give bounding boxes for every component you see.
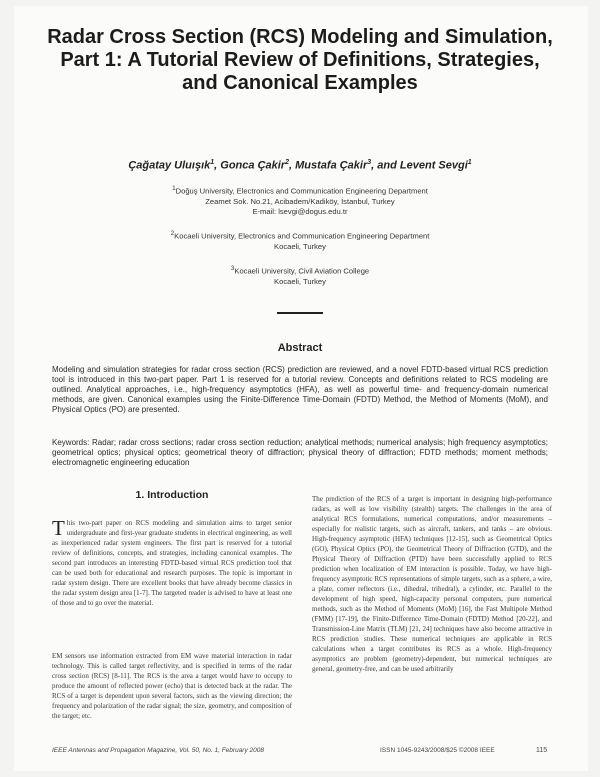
intro-right-column: The prediction of the RCS of a target is important in designing high-performance radars, as well as low visibility (stealth) targets. The challenges in the area of analytical RCS formulations, numerical computations, and/or measurements – especially for realistic targets, such as aircraft, tankers, and tanks – are obvious. High-frequency asymptotic (HFA) techniques [12-15], such as Geometrical Optics (GO), Physical Optics (PO), the Geometrical Theory of Diffraction (GTD), and the Physical Theory of Diffraction (PTD) have been successfully applied to RCS prediction when localization of EM interaction is possible. Today, we have high-frequency asymptotic RCS representations of simple targets, such as a sphere, a wire, a plate, corner reflectors (i.e., dihedral, trihedral), a cylinder, etc. Parallel to the development of high speed, high-capacity personal computers, pure numerical methods, such as the Method of Moments (MoM) [16], the Fast Multipole Method (FMM) [17-19], the Finite-Difference Time-Domain (FDTD) Method [20-22], and Transmission-Line Matrix (TLM) [21, 24] techniques have also become attractive in RCS prediction studies. These numerical techniques are applicable in RCS calculations when a target contributes its RCS as a whole. High-frequency asymptotics are problem (geometry)-dependent, but numerical techniques are general, geometry-free, and can be used arbitrarily: [312, 495, 552, 673]
affiliation-line: Kocaeli, Turkey: [274, 241, 326, 251]
author-name: Mustafa Çakir: [295, 159, 368, 172]
affiliation-line: Zeamet Sok. No.21, Acibadem/Kadiköy, İstanbul, Turkey: [205, 196, 395, 206]
abstract-heading: Abstract: [277, 342, 323, 354]
author-separator: , and: [371, 159, 400, 172]
author-name: Levent Sevgi: [399, 159, 468, 172]
author-list: [40, 159, 560, 172]
paper-title: Radar Cross Section (RCS) Modeling and Simulation, Part 1: A Tutorial Review of Definitions, Strategies, and Canonical Examples: [47, 26, 553, 94]
author-name: Çağatay Uluışık: [128, 159, 211, 172]
affiliation-line: Kocaeli University, Electronics and Communication Engineering Department: [174, 231, 430, 241]
author-separator: ,: [289, 159, 296, 172]
author-separator: ,: [214, 159, 221, 172]
affiliation-sup: 3: [230, 265, 235, 272]
affiliation-line: Kocaeli University, Civil Aviation College: [234, 266, 370, 276]
issn-notice: ISSN 1045-9243/2008/$25 ©2008 IEEE: [380, 747, 495, 754]
intro-paragraph-2: EM sensors use information extracted from EM wave material interaction in radar technology. This is called target reflectivity, and is specified in terms of the radar cross section (RCS) [8-11]. The RCS is the area a target would have to occupy to produce the amount of reflected power (echo) that is detected back at the radar. The RCS of a target is dependent upon several factors, such as the viewing direction; the frequency and polarization of the radar signal; the size, geometry, and composition of the target; etc.: [52, 652, 292, 720]
drop-cap: T: [52, 516, 65, 540]
affiliation-2: [80, 229, 520, 252]
affiliation-email: E-mail: lsevgi@dogus.edu.tr: [252, 206, 348, 216]
intro-text: his two-part paper on RCS modeling and simulation aims to target senior undergraduate and first-year graduate students in electrical engineering, as well as inexperienced radar system engineers. The first part is reserved for a tutorial review of definitions, concepts, and strategies, including canonical examples. The second part introduces an interesting FDTD-based virtual RCS prediction tool that can be used both for educational and research purposes. The topic is important in radar system design. There are excellent books that have already become classics in the radar system design area [1-7]. The targeted reader is advised to have at least one of those and to go over the material.: [52, 519, 292, 607]
page-number: 115: [536, 747, 548, 754]
affiliation-line: Doğuş University, Electronics and Communication Engineering Department: [175, 186, 428, 196]
title-divider: [277, 312, 323, 314]
affiliation-1: [80, 184, 520, 217]
author-name: Gonca Çakir: [220, 159, 286, 172]
author-sup: 1: [467, 159, 472, 166]
affiliation-sup: 1: [172, 185, 176, 192]
affiliation-line: Kocaeli, Turkey: [274, 276, 326, 286]
intro-paragraph-1: [52, 518, 292, 608]
affiliation-3: [80, 264, 520, 287]
journal-citation: IEEE Antennas and Propagation Magazine, Vol. 50, No. 1, February 2008: [52, 747, 264, 754]
author-sup: 2: [285, 159, 289, 166]
section-heading: 1. Introduction: [135, 489, 209, 501]
affiliation-sup: 2: [170, 230, 175, 237]
author-sup: 3: [367, 159, 372, 166]
abstract-text: Modeling and simulation strategies for radar cross section (RCS) prediction are reviewed, and a novel FDTD-based virtual RCS prediction tool is introduced in this two-part paper. Part 1 is reserved for a tutorial review. Concepts and definitions related to RCS modeling are outlined. Analytical approaches, i.e., high-frequency asymptotics (HFA), as well as powerful time- and frequency-domain numerical methods, are given. Canonical examples using the Finite-Difference Time-Domain (FDTD) Method, the Method of Moments (MoM), and Physical Optics (PO) are presented.: [52, 365, 548, 414]
author-sup: 1: [210, 159, 215, 166]
keywords: Keywords: Radar; radar cross sections; radar cross section reduction; analytical methods; numerical analysis; high frequency asymptotics; geometrical optics; physical optics; geometrical theory of diffraction; physical theory of diffraction; FDTD methods; moment methods; electromagnetic engineering education: [52, 438, 548, 467]
